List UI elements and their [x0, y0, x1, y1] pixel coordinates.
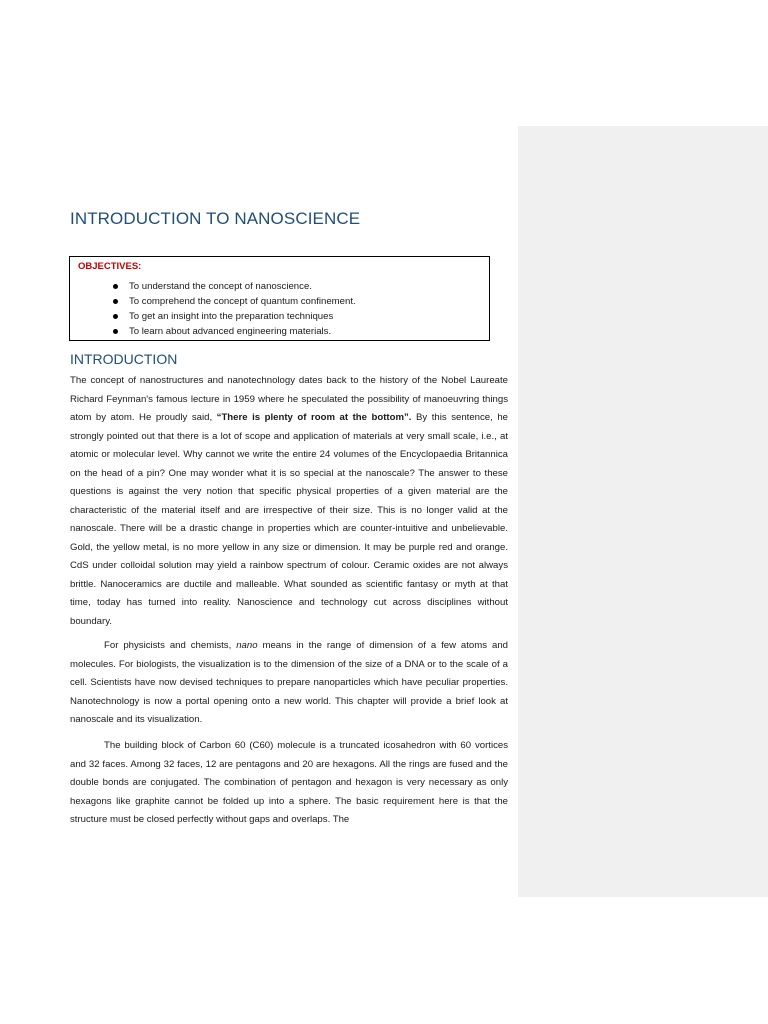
objective-text: To understand the concept of nanoscience. — [129, 281, 312, 292]
comment-pane — [518, 126, 768, 897]
bullet-icon — [113, 329, 118, 334]
feynman-quote: “There is plenty of room at the bottom”. — [216, 412, 412, 423]
section-heading-introduction: INTRODUCTION — [70, 351, 178, 367]
document-title: INTRODUCTION TO NANOSCIENCE — [70, 209, 361, 228]
objectives-label: OBJECTIVES: — [78, 261, 142, 272]
bullet-icon — [113, 314, 118, 319]
objectives-box — [69, 256, 490, 341]
objectives-list — [113, 279, 356, 339]
paragraph-text: means in the range of dimension of a few atoms and molecules. For biologists, the visualization is to the dimension of the size of a DNA or to the scale of a cell. Scientists have now devised techniques to prepare nanoparticles which have peculiar properties. Nanotechnology is now a portal opening onto a new world. This chapter will provide a brief look at nanoscale and its visualization. — [70, 640, 508, 725]
objective-item — [113, 294, 356, 309]
italic-term: nano — [236, 640, 258, 651]
paragraph-text: For physicists and chemists, — [104, 640, 237, 651]
objective-item — [113, 324, 356, 339]
body-paragraph — [70, 637, 508, 730]
objective-item — [113, 309, 356, 324]
objective-text: To learn about advanced engineering materials. — [129, 326, 332, 337]
objective-item — [113, 279, 356, 294]
objective-text: To get an insight into the preparation techniques — [129, 311, 334, 322]
bullet-icon — [113, 299, 118, 304]
paragraph-text: The concept of nanostructures and nanotechnology dates back to the history of the Nobel Laureate Richard Feynman's famous lecture in 1959 where he speculated the possibility of manoeuvring things atom by atom. He proudly said, — [70, 375, 508, 423]
bullet-icon — [113, 284, 118, 289]
objective-text: To comprehend the concept of quantum confinement. — [129, 296, 356, 307]
body-paragraph — [70, 372, 508, 631]
body-paragraph: The building block of Carbon 60 (C60) molecule is a truncated icosahedron with 60 vortices and 32 faces. Among 32 faces, 12 are pentagons and 20 are hexagons. All the rings are fused and the double bonds are conjugated. The combination of pentagon and hexagon is very necessary as only hexagons like graphite cannot be folded up into a sphere. The basic requirement here is that the structure must be closed perfectly without gaps and overlaps. The — [70, 740, 508, 825]
paragraph-text: By this sentence, he strongly pointed out that there is a lot of scope and application of materials at very small scale, i.e., at atomic or molecular level. Why cannot we write the entire 24 volumes of the Encyclopaedia Britannica on the head of a pin? One may wonder what it is so special at the nanoscale? The answer to these questions is against the very notion that specific physical properties of a given material are the characteristic of the material itself and are irrespective of their size. This is no longer valid at the nanoscale. There will be a drastic change in properties which are counter-intuitive and unbelievable. Gold, the yellow metal, is no more yellow in any size or dimension. It may be purple red and orange. CdS under colloidal solution may yield a rainbow spectrum of colour. Ceramic oxides are not always brittle. Nanoceramics are ductile and malleable. What sounded as scientific fantasy or myth at that time, today has turned into reality. Nanoscience and technology cut across disciplines without boundary. — [70, 412, 508, 627]
